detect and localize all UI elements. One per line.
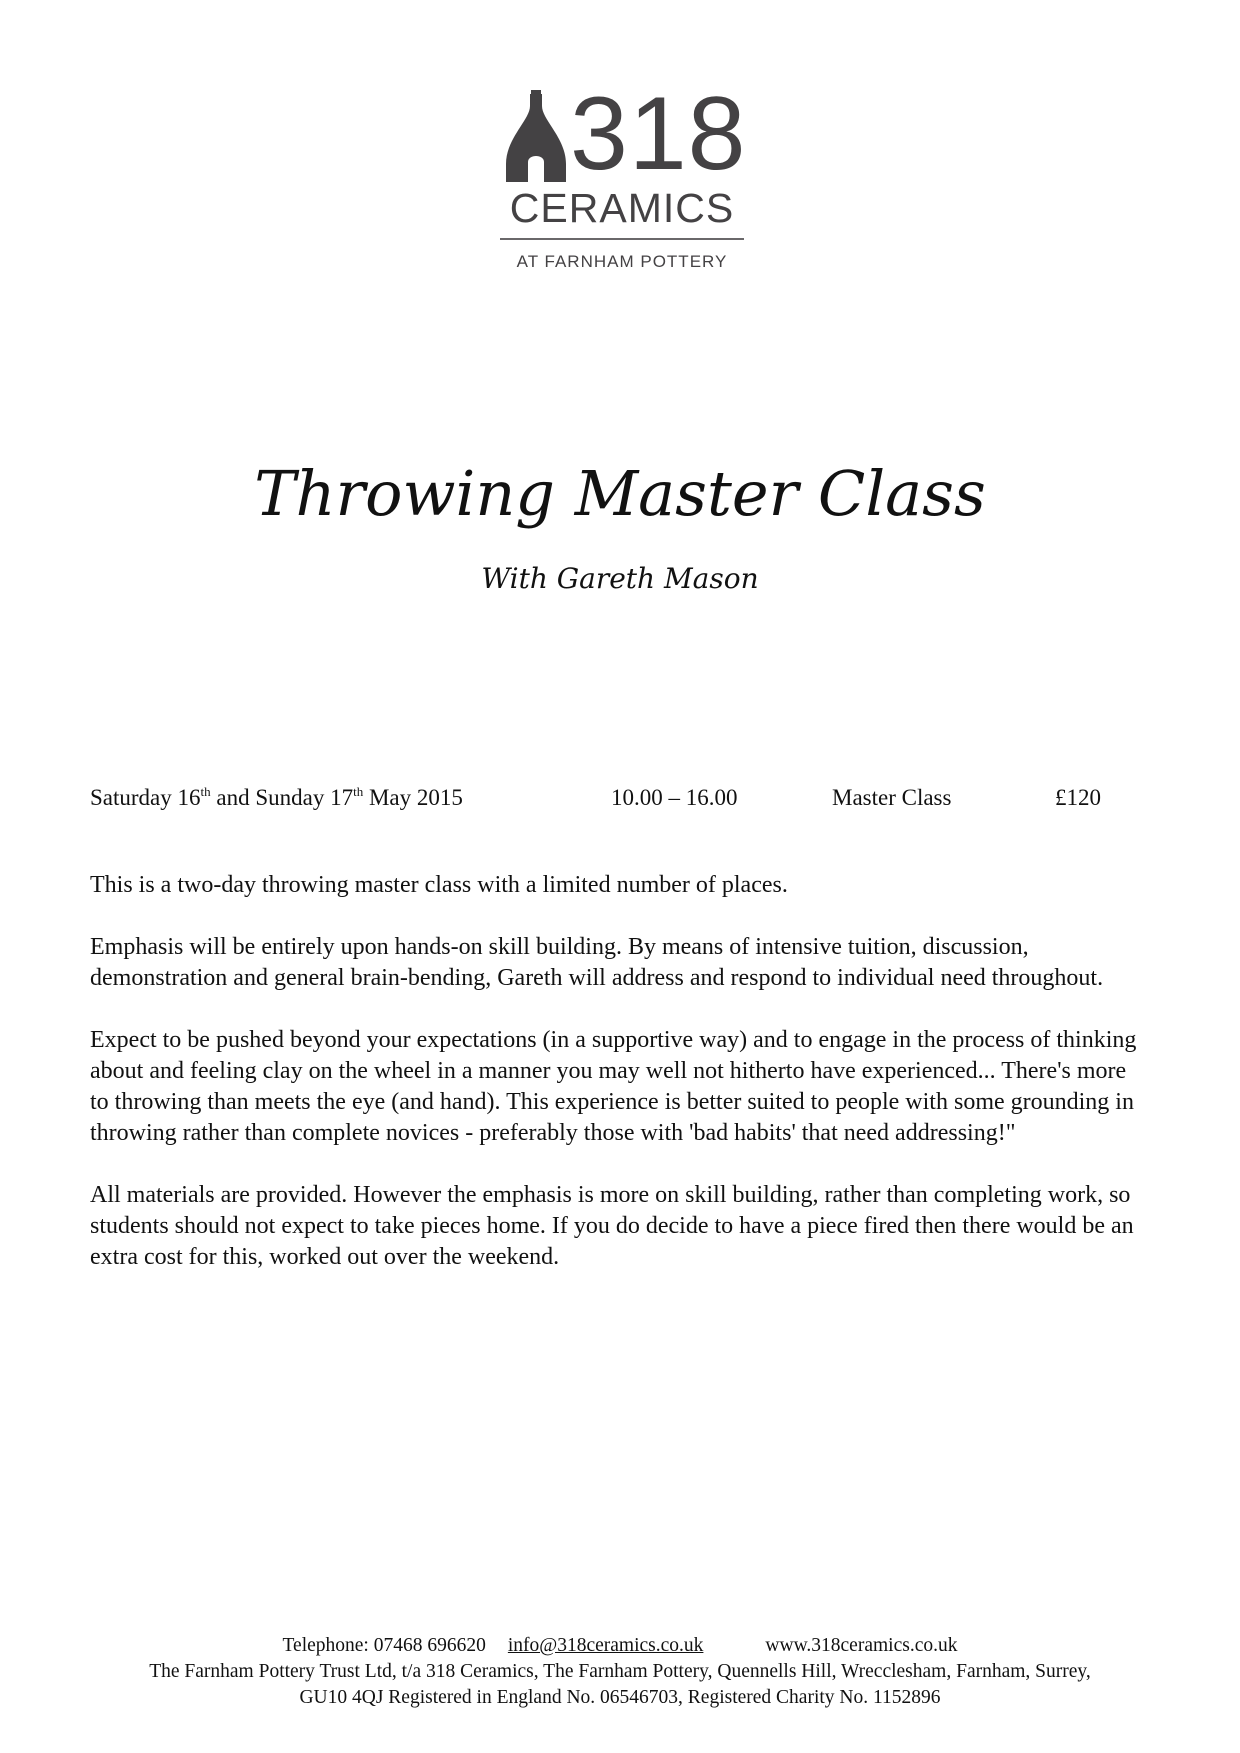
logo-wordmark: CERAMICS — [509, 185, 735, 231]
description-paragraph-4: All materials are provided. However the emphasis is more on skill building, rather than completing work, so students should not expect to take pieces home. If you do decide to have a piece fired then there would be an extra cost for this, worked out over the weekend. — [90, 1182, 1134, 1270]
event-price: £120 — [1055, 785, 1101, 810]
event-details — [0, 782, 1240, 814]
event-date-day2-suffix: th — [353, 784, 364, 799]
bottle-kiln-icon — [506, 90, 566, 182]
event-date — [90, 782, 463, 814]
description-paragraph-2: Emphasis will be entirely upon hands-on skill building. By means of intensive tuition, discussion, demonstration and general brain-bending, Gareth will address and respond to individual need throughout. — [90, 934, 1104, 991]
page-subtitle: With Gareth Mason — [481, 562, 759, 595]
event-type: Master Class — [832, 785, 952, 810]
footer-registration: GU10 4QJ Registered in England No. 06546703, Registered Charity No. 1152896 — [299, 1687, 941, 1708]
event-date-day1-suffix: th — [200, 784, 211, 799]
footer-telephone: Telephone: 07468 696620 — [282, 1635, 486, 1656]
footer-address: The Farnham Pottery Trust Ltd, t/a 318 Ceramics, The Farnham Pottery, Quennells Hill, Wrecclesham, Farnham, Surrey, — [149, 1661, 1091, 1682]
logo-number: 318 — [570, 76, 747, 192]
description-paragraph-1: This is a two-day throwing master class with a limited number of places. — [90, 872, 788, 898]
description-paragraph-3: Expect to be pushed beyond your expectations (in a supportive way) and to engage in the process of thinking about and feeling clay on the wheel in a manner you may well not hitherto have experienced... There's more to throwing than meets the eye (and hand). This experience is better suited to people with some grounding in throwing rather than complete novices - preferably those with 'bad habits' that need addressing!" — [90, 1027, 1137, 1146]
footer-email-link[interactable]: info@318ceramics.co.uk — [507, 1635, 704, 1656]
event-date-month-year: May 2015 — [363, 785, 463, 810]
footer-contact-line — [0, 1633, 1240, 1659]
event-time: 10.00 – 16.00 — [611, 785, 738, 810]
description — [90, 870, 1150, 1304]
logo-tagline: AT FARNHAM POTTERY — [516, 252, 728, 271]
footer-website[interactable]: www.318ceramics.co.uk — [765, 1635, 958, 1656]
page-title: Throwing Master Class — [254, 457, 986, 530]
event-date-day2: and Sunday 17 — [210, 785, 354, 810]
logo-divider — [500, 238, 744, 240]
logo — [500, 76, 747, 276]
footer — [0, 1633, 1240, 1711]
event-date-day1: Saturday 16 — [90, 785, 201, 810]
